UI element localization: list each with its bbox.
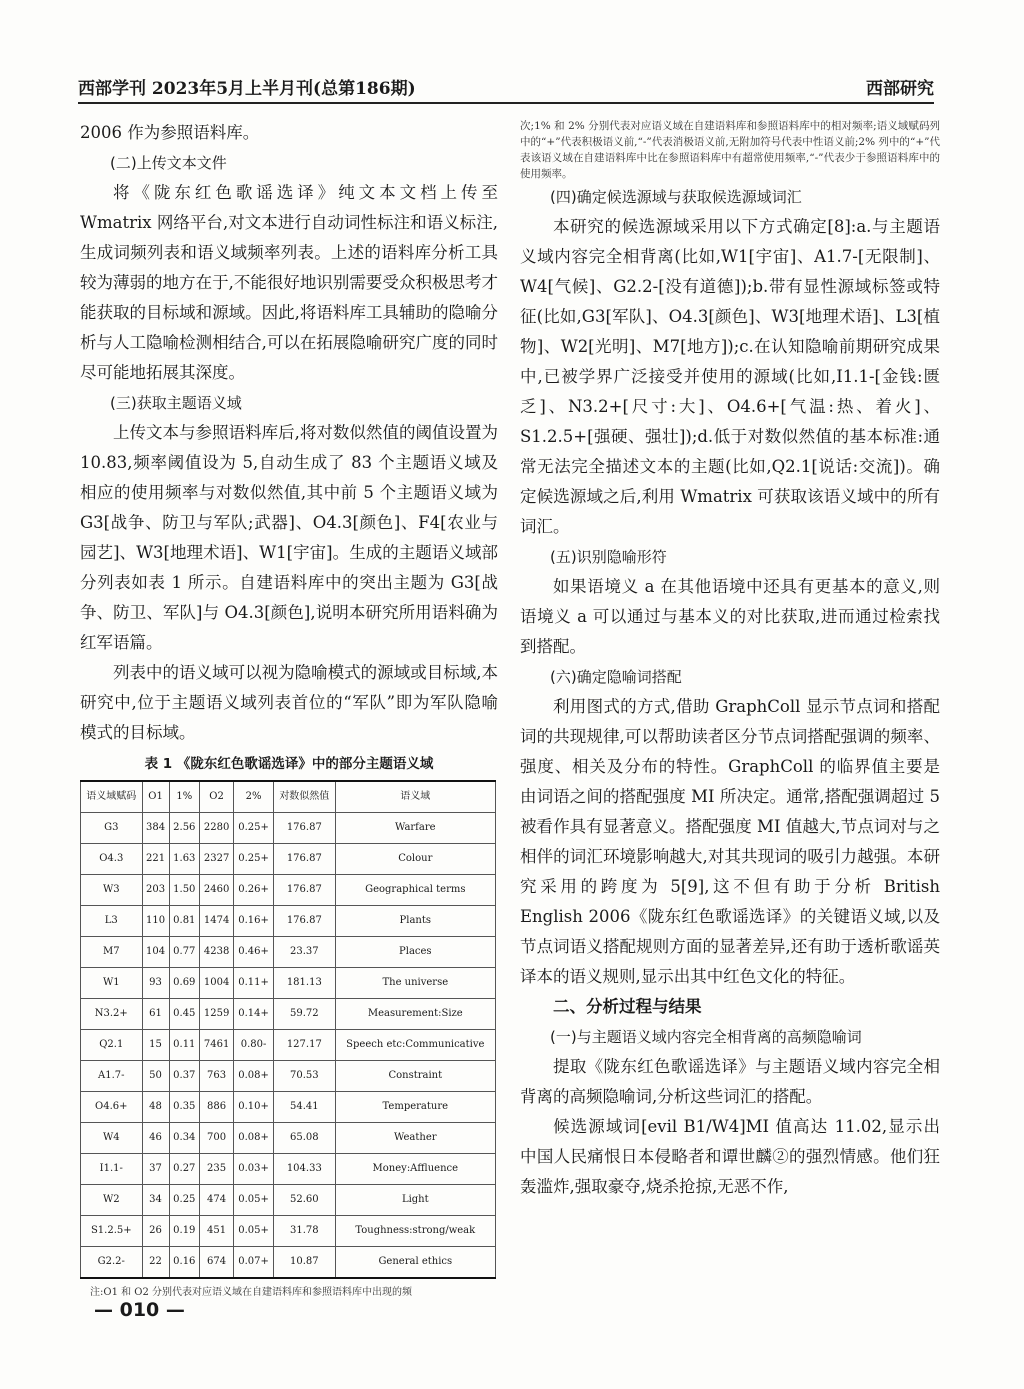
table-cell: Constraint [335, 1061, 495, 1092]
table-cell: 1.63 [169, 844, 200, 875]
table-cell: 0.25+ [234, 813, 274, 844]
table-cell: O4.3 [81, 844, 143, 875]
table-cell: 0.07+ [234, 1247, 274, 1279]
paragraph: 将《陇东红色歌谣选译》纯文本文档上传至 Wmatrix 网络平台,对文本进行自动词性标注和语义标注,生成词频列表和语义域频率列表。上述的语料库分析工具较为薄弱的地方在于,不能很好地识别需要受众积极思考才能获取的目标域和源域。因此,将语料库工具辅助的隐喻分析与人工隐喻检测相结合,可以在拓展隐喻研究广度的同时尽可能地拓展其深度。 [80, 183, 498, 382]
table-cell: The universe [335, 968, 495, 999]
table-cell: 0.05+ [234, 1216, 274, 1247]
table-cell: 763 [200, 1061, 234, 1092]
table-row [81, 1030, 496, 1061]
table-note-continued: 次;1% 和 2% 分别代表对应语义域在自建语料库和参照语料库中的相对频率;语义域赋码列中的“+”代表积极语义前,“-”代表消极语义前,无附加符号代表中性语义前;2% 列中的“+”代表该语义域在自建语料库中比在参照语料库中有超常使用频率,“-”代表少于参照语料库中的使用频率。 [520, 120, 940, 180]
table-row [81, 875, 496, 906]
table-cell: 0.77 [169, 937, 200, 968]
table-cell: 0.25 [169, 1185, 200, 1216]
table-row [81, 906, 496, 937]
table-cell: 1004 [200, 968, 234, 999]
paragraph: 本研究的候选源域采用以下方式确定[8]:a.与主题语义域内容完全相背离(比如,W1[宇宙]、A1.7-[无限制]、W4[气候]、G2.2-[没有道德]);b.带有显性源域标签或特征(比如,G3[军队]、O4.3[颜色]、W3[地理术语]、L3[植物]、W2[光明]、M7[地方]);c.在认知隐喻前期研究成果中,已被学界广泛接受并使用的源域(比如,I1.1-[金钱:匮乏]、N3.2+[尺寸:大]、O4.6+[气温:热、着火]、S1.2.5+[强硬、强壮]);d.低于对数似然值的基本标准:通常无法完全描述文本的主题(比如,Q2.1[说话:交流])。确定候选源域之后,利用 Wmatrix 可获取该语义域中的所有词汇。 [520, 217, 940, 536]
table-row [81, 1061, 496, 1092]
table-cell: 0.25+ [234, 844, 274, 875]
paragraph: 如果语境义 a 在其他语境中还具有更基本的意义,则语境义 a 可以通过与基本义的对比获取,进而通过检索找到搭配。 [520, 577, 940, 656]
table-cell: 0.19 [169, 1216, 200, 1247]
table-cell: 37 [142, 1154, 169, 1185]
table-cell: 0.14+ [234, 999, 274, 1030]
table-cell: G2.2- [81, 1247, 143, 1279]
table-cell: 7461 [200, 1030, 234, 1061]
table-cell: 700 [200, 1123, 234, 1154]
table-cell: 176.87 [274, 906, 336, 937]
table-body [81, 813, 496, 1279]
subheading: (四)确定候选源域与获取候选源域词汇 [550, 188, 802, 206]
table-cell: 65.08 [274, 1123, 336, 1154]
table-row [81, 1247, 496, 1279]
table-cell: 221 [142, 844, 169, 875]
table-cell: 22 [142, 1247, 169, 1279]
table-cell: 50 [142, 1061, 169, 1092]
table-cell: 0.08+ [234, 1123, 274, 1154]
table-cell: 54.41 [274, 1092, 336, 1123]
table-header-cell: O2 [200, 781, 234, 813]
table-cell: 1259 [200, 999, 234, 1030]
subheading: (五)识别隐喻形符 [550, 548, 667, 566]
table-cell: 110 [142, 906, 169, 937]
table-cell: W2 [81, 1185, 143, 1216]
right-column [520, 118, 940, 1202]
table-row [81, 1185, 496, 1216]
table-cell: 104.33 [274, 1154, 336, 1185]
table-cell: 48 [142, 1092, 169, 1123]
table-cell: 26 [142, 1216, 169, 1247]
table-cell: 46 [142, 1123, 169, 1154]
table-cell: Colour [335, 844, 495, 875]
table-cell: Plants [335, 906, 495, 937]
table-cell: 0.26+ [234, 875, 274, 906]
table-cell: 0.11 [169, 1030, 200, 1061]
table-header-cell: 对数似然值 [274, 781, 336, 813]
table-cell: 384 [142, 813, 169, 844]
table-cell: 0.05+ [234, 1185, 274, 1216]
subheading: (一)与主题语义域内容完全相背离的高频隐喻词 [550, 1028, 862, 1046]
table-cell: 235 [200, 1154, 234, 1185]
table-cell: W3 [81, 875, 143, 906]
paragraph: 列表中的语义域可以视为隐喻模式的源域或目标域,本研究中,位于主题语义域列表首位的“军队”即为军队隐喻模式的目标域。 [80, 663, 498, 742]
table-cell: 176.87 [274, 844, 336, 875]
paragraph: 2006 作为参照语料库。 [80, 123, 260, 142]
running-header [78, 72, 934, 104]
paragraph: 利用图式的方式,借助 GraphColl 显示节点词和搭配词的共现规律,可以帮助读者区分节点词搭配强调的频率、强度、相关及分布的特性。GraphColl 的临界值主要是由词语之间的搭配强度 MI 所决定。通常,搭配强调超过 5 被看作具有显著意义。搭配强度 MI 值越大,节点词对与之相伴的词汇环境影响越大,对其共现词的吸引力越强。本研究采用的跨度为 5[9],这不但有助于分析 British English 2006《陇东红色歌谣选译》的关键语义域,以及节点词语义搭配规则方面的显著差异,还有助于透析歌谣英译本的语义规则,显示出其中红色文化的特征。 [520, 697, 940, 986]
table-header-cell: 2% [234, 781, 274, 813]
table-cell: Speech etc:Communicative [335, 1030, 495, 1061]
subheading: (三)获取主题语义域 [110, 394, 242, 412]
table-cell: 474 [200, 1185, 234, 1216]
table-cell: Q2.1 [81, 1030, 143, 1061]
journal-title: 西部学刊 2023年5月上半月刊(总第186期) [78, 79, 416, 99]
section-heading: 二、分析过程与结果 [553, 997, 702, 1016]
table-cell: 1474 [200, 906, 234, 937]
table-cell: L3 [81, 906, 143, 937]
table-cell: 0.03+ [234, 1154, 274, 1185]
table-cell: 886 [200, 1092, 234, 1123]
table-cell: 23.37 [274, 937, 336, 968]
table-cell: 0.16+ [234, 906, 274, 937]
table-caption: 表 1 《陇东红色歌谣选译》中的部分主题语义域 [144, 756, 434, 772]
table-header-cell: 语义域 [335, 781, 495, 813]
table-cell: 0.81 [169, 906, 200, 937]
table-cell: 176.87 [274, 875, 336, 906]
table-row [81, 937, 496, 968]
table-cell: 10.87 [274, 1247, 336, 1279]
table-cell: 15 [142, 1030, 169, 1061]
table-cell: S1.2.5+ [81, 1216, 143, 1247]
table-cell: Measurement:Size [335, 999, 495, 1030]
table-row [81, 1123, 496, 1154]
table-cell: I1.1- [81, 1154, 143, 1185]
table-cell: 0.10+ [234, 1092, 274, 1123]
paragraph: 上传文本与参照语料库后,将对数似然值的阈值设置为 10.83,频率阈值设为 5,自动生成了 83 个主题语义域及相应的使用频率与对数似然值,其中前 5 个主题语义域为 G3[战争、防卫与军队;武器]、O4.3[颜色]、F4[农业与园艺]、W3[地理术语]、W1[宇宙]。生成的主题语义域部分列表如表 1 所示。自建语料库中的突出主题为 G3[战争、防卫、军队]与 O4.3[颜色],说明本研究所用语料确为红军语篇。 [80, 423, 498, 652]
table-note: 注:O1 和 O2 分别代表对应语义域在自建语料库和参照语料库中出现的频 [90, 1287, 413, 1298]
table-row [81, 844, 496, 875]
table-cell: Geographical terms [335, 875, 495, 906]
table-cell: 4238 [200, 937, 234, 968]
left-column [80, 118, 498, 1301]
table-header-cell: 1% [169, 781, 200, 813]
table-cell: 104 [142, 937, 169, 968]
table-row [81, 968, 496, 999]
table-cell: 176.87 [274, 813, 336, 844]
table-cell: 451 [200, 1216, 234, 1247]
table-cell: W4 [81, 1123, 143, 1154]
page-number: — 010 — [94, 1299, 185, 1321]
table-cell: O4.6+ [81, 1092, 143, 1123]
table-cell: General ethics [335, 1247, 495, 1279]
table-cell: Temperature [335, 1092, 495, 1123]
table-cell: 0.69 [169, 968, 200, 999]
table-row [81, 1216, 496, 1247]
table-cell: 181.13 [274, 968, 336, 999]
table-header-cell: O1 [142, 781, 169, 813]
table-cell: Warfare [335, 813, 495, 844]
subheading: (六)确定隐喻词搭配 [550, 668, 682, 686]
table-cell: 0.34 [169, 1123, 200, 1154]
table-cell: N3.2+ [81, 999, 143, 1030]
subheading: (二)上传文本文件 [110, 154, 227, 172]
table-cell: 0.46+ [234, 937, 274, 968]
table-row [81, 1154, 496, 1185]
table-cell: M7 [81, 937, 143, 968]
table-cell: 0.16 [169, 1247, 200, 1279]
table-header-row [81, 781, 496, 813]
table-cell: 203 [142, 875, 169, 906]
table-cell: W1 [81, 968, 143, 999]
table-cell: 93 [142, 968, 169, 999]
table-cell: 2327 [200, 844, 234, 875]
table-row [81, 813, 496, 844]
table-header-cell: 语义域赋码 [81, 781, 143, 813]
table-cell: 0.11+ [234, 968, 274, 999]
table-cell: 61 [142, 999, 169, 1030]
table-cell: 0.45 [169, 999, 200, 1030]
table-cell: 34 [142, 1185, 169, 1216]
table-cell: A1.7- [81, 1061, 143, 1092]
table-cell: 59.72 [274, 999, 336, 1030]
table-cell: 0.27 [169, 1154, 200, 1185]
table-cell: 1.50 [169, 875, 200, 906]
table-cell: 0.37 [169, 1061, 200, 1092]
table-cell: Light [335, 1185, 495, 1216]
table-cell: 2.56 [169, 813, 200, 844]
paragraph: 提取《陇东红色歌谣选译》与主题语义域内容完全相背离的高频隐喻词,分析这些词汇的搭配。 [520, 1057, 940, 1106]
table-cell: G3 [81, 813, 143, 844]
table-row [81, 999, 496, 1030]
table-cell: 31.78 [274, 1216, 336, 1247]
table-cell: Toughness:strong/weak [335, 1216, 495, 1247]
table-cell: 0.08+ [234, 1061, 274, 1092]
table-cell: 70.53 [274, 1061, 336, 1092]
paragraph: 候选源域词[evil B1/W4]MI 值高达 11.02,显示出中国人民痛恨日本侵略者和谭世麟②的强烈情感。他们狂轰滥炸,强取豪夺,烧杀抢掠,无恶不作, [520, 1117, 940, 1196]
table-cell: Weather [335, 1123, 495, 1154]
semantic-domain-table [80, 780, 496, 1279]
table-cell: 2460 [200, 875, 234, 906]
table-cell: 674 [200, 1247, 234, 1279]
table-cell: Money:Affluence [335, 1154, 495, 1185]
table-cell: 0.35 [169, 1092, 200, 1123]
table-row [81, 1092, 496, 1123]
table-cell: 52.60 [274, 1185, 336, 1216]
table-cell: 0.80- [234, 1030, 274, 1061]
table-cell: Places [335, 937, 495, 968]
table-cell: 127.17 [274, 1030, 336, 1061]
section-name: 西部研究 [866, 79, 934, 99]
table-cell: 2280 [200, 813, 234, 844]
